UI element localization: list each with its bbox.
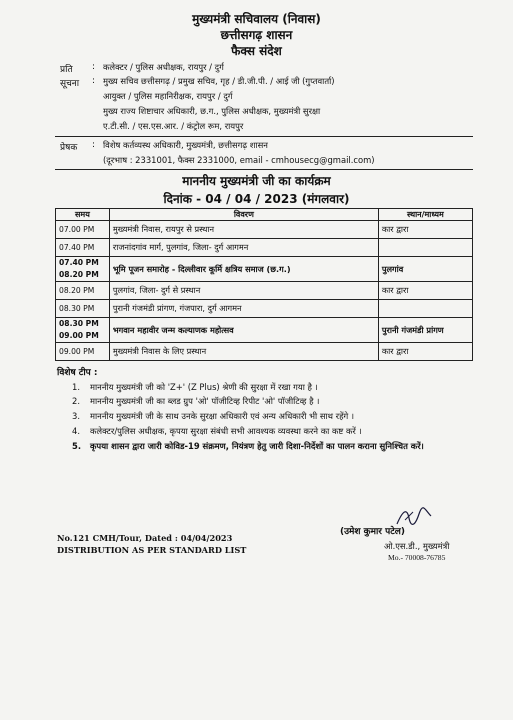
table-row xyxy=(56,343,473,361)
time-end: 09.00 PM xyxy=(59,331,99,340)
reference-number: No.121 CMH/Tour, Dated : 04/04/2023 xyxy=(57,533,233,543)
table-row xyxy=(56,257,473,282)
table-row xyxy=(56,282,473,300)
note-number: 3. xyxy=(72,411,80,421)
programme-date: दिनांक - 04 / 04 / 2023 (मंगलवार) xyxy=(163,192,350,206)
time-start: 08.30 PM xyxy=(59,319,99,328)
table-row xyxy=(56,318,473,343)
note-item xyxy=(72,381,474,394)
description-cell: मुख्यमंत्री निवास, रायपुर से प्रस्थान xyxy=(109,221,378,239)
preshak-label: प्रेषक xyxy=(60,143,78,153)
note-item xyxy=(72,395,474,408)
fax-message-title: फैक्स संदेश xyxy=(231,44,282,58)
prati-label: प्रति xyxy=(60,65,73,75)
distribution-line: DISTRIBUTION AS PER STANDARD LIST xyxy=(57,545,247,555)
suchna-line: मुख्य सचिव छत्तीसगढ़ / प्रमुख सचिव, गृह / डी.जी.पी. / आई जी (गुप्तवार्ता) xyxy=(103,76,335,86)
colon: : xyxy=(92,62,96,72)
description-cell: राजनांदगांव मार्ग, पुलगांव, जिला- दुर्ग आगमन xyxy=(109,239,378,257)
description-cell: मुख्यमंत्री निवास के लिए प्रस्थान xyxy=(109,343,378,361)
venue-cell: कार द्वारा xyxy=(378,282,472,300)
note-number: 4. xyxy=(72,426,80,436)
secretariat-title: मुख्यमंत्री सचिवालय (निवास) xyxy=(192,12,321,26)
time-cell xyxy=(56,300,110,318)
note-item xyxy=(72,425,474,438)
description-cell: भूमि पूजन समारोह - दिल्लीवार कूर्मि क्षत्रिय समाज (छ.ग.) xyxy=(109,257,378,282)
venue-cell xyxy=(378,239,472,257)
note-number: 1. xyxy=(72,382,80,392)
table-row xyxy=(56,300,473,318)
note-item xyxy=(72,410,474,423)
time-cell xyxy=(56,239,110,257)
time-cell xyxy=(56,318,110,343)
venue-cell xyxy=(378,300,472,318)
note-text: माननीय मुख्यमंत्री जी का ब्लड ग्रुप 'ओ' पॉजीटिव्ह रिपीट 'ओ' पॉजीटिव्ह है । xyxy=(90,396,320,406)
colon: : xyxy=(92,76,96,86)
table-row xyxy=(56,221,473,239)
preshak-line: विशेष कर्तव्यस्थ अधिकारी, मुख्यमंत्री, छत्तीसगढ़ शासन xyxy=(103,140,268,150)
time-cell xyxy=(56,257,110,282)
suchna-line: ए.टी.सी. / एस.एस.आर. / कंट्रोल रूम, रायपुर xyxy=(103,121,244,131)
suchna-line: मुख्य राज्य शिष्टाचार अधिकारी, छ.ग., पुलिस अधीक्षक, मुख्यमंत्री सुरक्षा xyxy=(103,106,321,116)
time-start: 07.40 PM xyxy=(59,243,95,252)
signatory-designation: ओ.एस.डी., मुख्यमंत्री xyxy=(384,541,450,551)
programme-title: माननीय मुख्यमंत्री जी का कार्यक्रम xyxy=(182,174,331,188)
preshak-contact: (दूरभाष : 2331001, फैक्स 2331000, email - cmhousecg@gmail.com) xyxy=(103,155,375,165)
divider xyxy=(55,169,473,170)
time-cell xyxy=(56,343,110,361)
venue-cell: कार द्वारा xyxy=(378,343,472,361)
time-cell xyxy=(56,282,110,300)
signatory-name: (उमेश कुमार पटेल) xyxy=(340,527,405,537)
divider xyxy=(55,136,473,137)
note-text: कृपया शासन द्वारा जारी कोविड-19 संक्रमण, नियंत्रण हेतु जारी दिशा-निर्देशों का पालन कराना सुनिश्चित करें। xyxy=(90,441,424,451)
note-text: माननीय मुख्यमंत्री जी को 'Z+' (Z Plus) श्रेणी की सुरक्षा में रखा गया है । xyxy=(90,382,318,392)
prati-value: कलेक्टर / पुलिस अधीक्षक, रायपुर / दुर्ग xyxy=(103,62,224,72)
table-row xyxy=(56,239,473,257)
note-number: 5. xyxy=(72,441,82,451)
note-number: 2. xyxy=(72,396,80,406)
description-cell: पुरानी गंजमंडी प्रांगण, गंजपारा, दुर्ग आगमन xyxy=(109,300,378,318)
note-item xyxy=(72,440,474,453)
time-cell xyxy=(56,221,110,239)
schedule-table xyxy=(55,208,473,361)
note-text: कलेक्टर/पुलिस अधीक्षक, कृपया सुरक्षा संबंधी सभी आवश्यक व्यवस्था करने का कष्ट करें । xyxy=(90,426,362,436)
government-title: छत्तीसगढ़ शासन xyxy=(220,28,293,42)
column-header-venue: स्थान/माध्यम xyxy=(378,209,472,221)
venue-cell: पुलगांव xyxy=(378,257,472,282)
suchna-line: आयुक्त / पुलिस महानिरीक्षक, रायपुर / दुर्ग xyxy=(103,91,233,101)
suchna-label: सूचना xyxy=(60,79,80,89)
time-start: 09.00 PM xyxy=(59,347,95,356)
column-header-description: विवरण xyxy=(109,209,378,221)
schedule-body xyxy=(56,221,473,361)
venue-cell: पुरानी गंजमंडी प्रांगण xyxy=(378,318,472,343)
time-end: 08.20 PM xyxy=(59,270,99,279)
description-cell: भगवान महावीर जन्म कल्याणक महोत्सव xyxy=(109,318,378,343)
colon: : xyxy=(92,140,96,150)
time-start: 08.20 PM xyxy=(59,286,95,295)
note-text: माननीय मुख्यमंत्री जी के साथ उनके सुरक्षा अधिकारी एवं अन्य अधिकारी भी साथ रहेंगे । xyxy=(90,411,355,421)
description-cell: पुलगांव, जिला- दुर्ग से प्रस्थान xyxy=(109,282,378,300)
signatory-phone: Mo.- 70008-76785 xyxy=(388,553,446,562)
column-header-time: समय xyxy=(56,209,110,221)
time-start: 08.30 PM xyxy=(59,304,95,313)
venue-cell: कार द्वारा xyxy=(378,221,472,239)
table-header-row xyxy=(56,209,473,221)
time-start: 07.40 PM xyxy=(59,258,99,267)
notes-title: विशेष टीप : xyxy=(57,368,98,378)
time-start: 07.00 PM xyxy=(59,225,95,234)
